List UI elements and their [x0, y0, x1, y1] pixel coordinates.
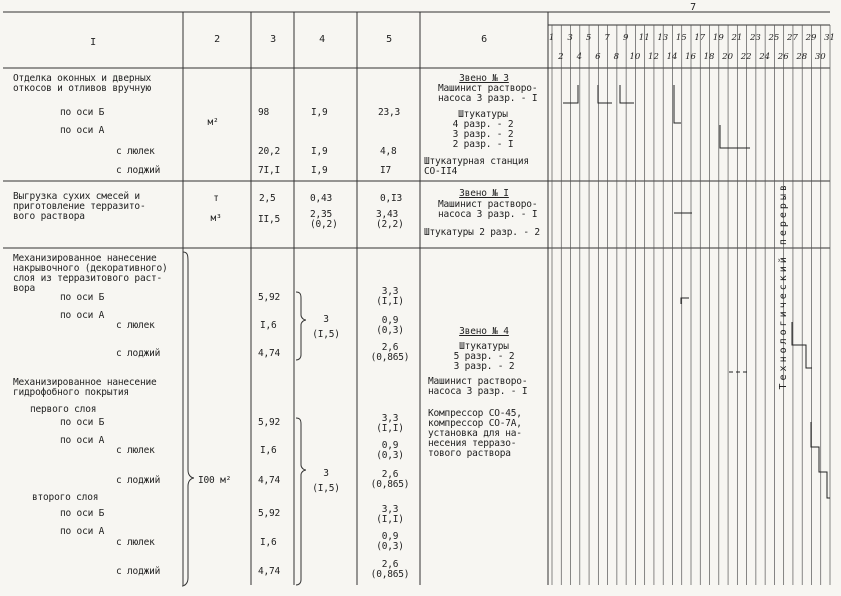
cell: I,6 — [260, 445, 277, 456]
cell: второго слоя — [32, 492, 99, 503]
cell: 4,8 — [380, 146, 397, 157]
gantt-day-number: 16 — [685, 52, 696, 62]
col-header-6: 6 — [481, 34, 487, 45]
cell: I,9 — [311, 146, 328, 157]
crew3-title: Звено № 3 — [459, 73, 509, 84]
row1-loggia: с лоджий — [116, 165, 161, 176]
gantt-day-number: 14 — [666, 52, 678, 62]
cell: 0,I3 — [380, 193, 403, 204]
cell: с люлек — [116, 445, 155, 456]
gantt-day-number: 17 — [694, 33, 706, 43]
col-header-4: 4 — [319, 34, 325, 45]
crew1-text1: Машинист растворо- насоса 3 разр. - I — [438, 199, 538, 220]
gantt-day-number: 26 — [777, 52, 789, 62]
cell: 3,3 (I,I) — [376, 286, 404, 307]
row1-axis-b: по оси Б — [60, 107, 105, 118]
row3-title: Механизированное нанесение накрывочного (декоративного) слоя из терразитового раст- вора — [13, 253, 168, 294]
crew3-text2: Штукатуры 4 разр. - 2 3 разр. - 2 2 разр. - I — [452, 109, 514, 150]
technological-break-note: Технологический перерыв — [778, 182, 789, 390]
row1-unit: м² — [207, 117, 219, 128]
gantt-day-number: 18 — [703, 52, 715, 62]
cell: по оси А — [60, 310, 105, 321]
gantt-day-number: 12 — [648, 52, 659, 62]
cell: 98 — [258, 107, 270, 118]
braces — [182, 252, 306, 586]
cell: I,6 — [260, 537, 277, 548]
cell: с лоджий — [116, 475, 161, 486]
cell: I,9 — [311, 107, 328, 118]
gantt-day-number: 15 — [675, 33, 687, 43]
row1-axis-a: по оси А — [60, 125, 105, 136]
cell: по оси Б — [60, 292, 105, 303]
gantt-day-number: 31 — [824, 33, 835, 43]
cell: 4,74 — [258, 566, 281, 577]
gantt-day-number: 5 — [585, 33, 592, 43]
col-header-1: I — [90, 37, 96, 48]
cell: с лоджий — [116, 566, 161, 577]
gantt-day-number: 28 — [796, 52, 808, 62]
gantt-day-number: 29 — [805, 33, 817, 43]
cell: 0,9 (0,3) — [376, 440, 404, 461]
shared-unit: I00 м² — [198, 475, 232, 486]
gantt-day-number: 1 — [548, 33, 555, 43]
cell: 2,35 (0,2) — [310, 209, 338, 230]
cell: 7I,I — [258, 165, 281, 176]
crew4-title: Звено № 4 — [459, 326, 509, 337]
gantt-day-number: 7 — [604, 33, 610, 43]
gantt-day-number: 23 — [749, 33, 761, 43]
cell: т — [213, 193, 219, 204]
cell: 2,6 (0,865) — [370, 559, 410, 580]
gantt-day-number: 25 — [768, 33, 780, 43]
gantt-day-number: 20 — [722, 52, 734, 62]
gantt-day-number: 3 — [567, 33, 573, 43]
crew3-text1: Машинист растворо- насоса 3 разр. - I — [438, 83, 538, 104]
cell: 5,92 — [258, 417, 281, 428]
gantt-day-number: 8 — [613, 52, 620, 62]
row2-title: Выгрузка сухих смесей и приготовление терразито- вого раствора — [13, 191, 146, 222]
col-header-5: 5 — [386, 34, 392, 45]
cell: 3,43 (2,2) — [376, 209, 404, 230]
schedule-bars — [563, 85, 830, 498]
row4-title: Механизированное нанесение гидрофобного покрытия — [13, 377, 157, 398]
cell: 5,92 — [258, 292, 281, 303]
gantt-day-number: 13 — [657, 33, 669, 43]
cell: 23,3 — [378, 107, 401, 118]
gantt-day-number: 19 — [712, 33, 724, 43]
cell: I,9 — [311, 165, 328, 176]
cell: по оси Б — [60, 417, 105, 428]
cell: 0,9 (0,3) — [376, 315, 404, 336]
gantt-day-number: 21 — [731, 33, 743, 43]
cell: II,5 — [258, 214, 281, 225]
cell: 3 (I,5) — [312, 468, 340, 494]
cell: первого слоя — [30, 404, 97, 415]
cell: 3 (I,5) — [312, 314, 340, 340]
gantt-day-number: 22 — [740, 52, 752, 62]
cell: с люлек — [116, 320, 155, 331]
gantt-day-number: 11 — [638, 33, 650, 43]
cell: 2,6 (0,865) — [370, 342, 410, 363]
cell: 4,74 — [258, 348, 281, 359]
cell: 4,74 — [258, 475, 281, 486]
cell: по оси А — [60, 526, 105, 537]
crew4-text1: Штукатуры 5 разр. - 2 3 разр. - 2 — [453, 341, 515, 372]
crew4-text3: Компрессор СО-45, компрессор СО-7А, установка для на- несения терразо- тового раствора — [428, 408, 522, 459]
gantt-day-number: 27 — [787, 33, 798, 43]
cell: 3,3 (I,I) — [376, 413, 404, 434]
gantt-day-number: 24 — [759, 52, 771, 62]
cell: 5,92 — [258, 508, 281, 519]
cell: 2,6 (0,865) — [370, 469, 410, 490]
row1-title: Отделка оконных и дверных откосов и отливов вручную — [13, 73, 151, 94]
gantt-day-number: 30 — [814, 52, 826, 62]
cell: 0,43 — [310, 193, 333, 204]
crew4-text2: Машинист растворо- насоса 3 разр. - I — [428, 376, 528, 397]
col-header-2: 2 — [214, 34, 220, 45]
cell: 0,9 (0,3) — [376, 531, 404, 552]
cell: м³ — [210, 213, 222, 224]
col-header-3: 3 — [270, 34, 276, 45]
col-header-7: 7 — [690, 2, 696, 13]
cell: с лоджий — [116, 348, 161, 359]
cell: 20,2 — [258, 146, 281, 157]
gantt-day-number: 10 — [629, 52, 641, 62]
crew3-text3: Штукатурная станция СО-II4 — [424, 156, 529, 177]
gantt-day-number: 9 — [622, 33, 629, 43]
cell: I7 — [380, 165, 392, 176]
cell: с люлек — [116, 537, 155, 548]
gantt-day-number: 2 — [558, 52, 564, 62]
cell: 3,3 (I,I) — [376, 504, 404, 525]
cell: 2,5 — [259, 193, 276, 204]
gantt-day-number: 6 — [595, 52, 601, 62]
crew1-title: Звено № I — [459, 188, 509, 199]
cell: по оси А — [60, 435, 105, 446]
cell: по оси Б — [60, 508, 105, 519]
cell: I,6 — [260, 320, 277, 331]
crew1-text2: Штукатуры 2 разр. - 2 — [424, 227, 540, 238]
gantt-day-number: 4 — [576, 52, 583, 62]
row1-hatch: с люлек — [116, 146, 155, 157]
